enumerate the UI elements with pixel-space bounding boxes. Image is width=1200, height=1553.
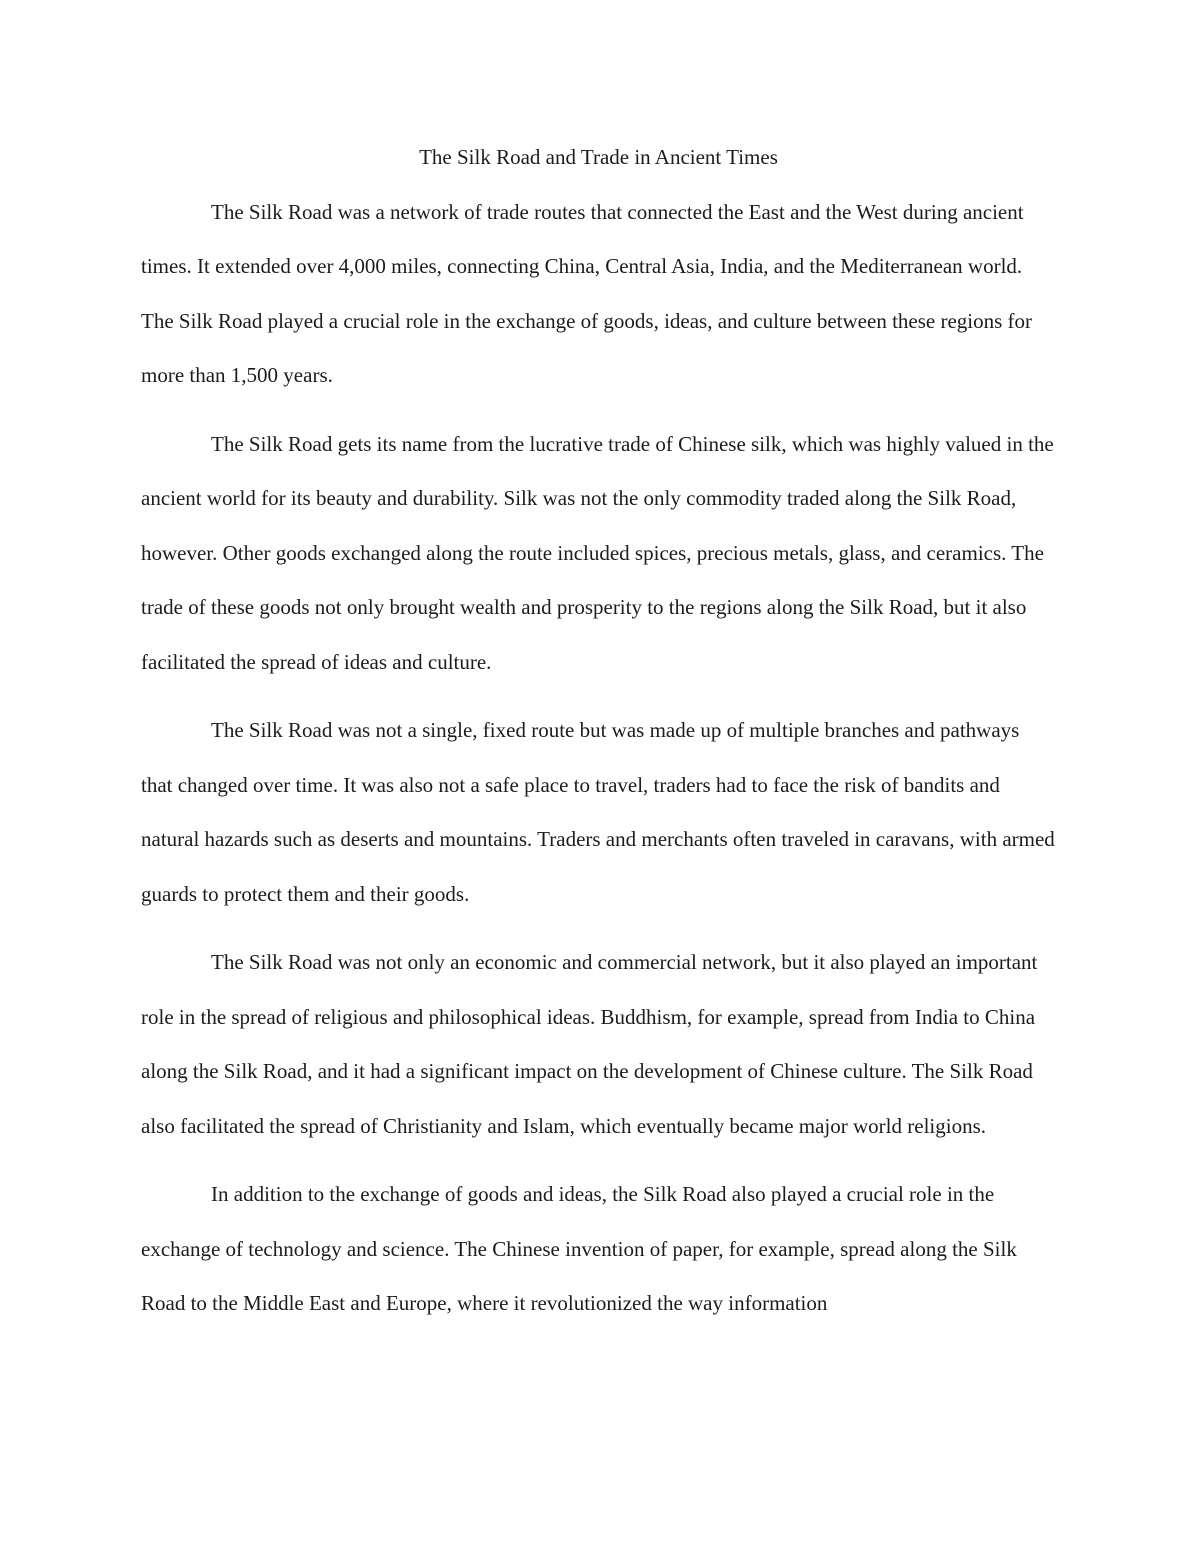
paragraph-routes: The Silk Road was not a single, fixed route but was made up of multiple branches and pathways that changed over time. It was also not a safe place to travel, traders had to face the risk of bandits and natural hazards such as deserts and mountains. Traders and merchants often traveled in caravans, with armed guards to protect them and their goods. [141,718,1055,906]
paragraph-technology: In addition to the exchange of goods and ideas, the Silk Road also played a crucial role in the exchange of technology and science. The Chinese invention of paper, for example, spread along the Silk Road to the Middle East and Europe, where it revolutionized the way information [141,1182,1017,1315]
document-title: The Silk Road and Trade in Ancient Times [419,145,778,169]
document-body [141,130,1056,1345]
paragraph-religion: The Silk Road was not only an economic and commercial network, but it also played an important role in the spread of religious and philosophical ideas. Buddhism, for example, spread from India to China along the Silk Road, and it had a significant impact on the development of Chinese culture. The Silk Road also facilitated the spread of Christianity and Islam, which eventually became major world religions. [141,950,1038,1138]
paragraph-intro: The Silk Road was a network of trade routes that connected the East and the West during ancient times. It extended over 4,000 miles, connecting China, Central Asia, India, and the Mediterranean world. The Silk Road played a crucial role in the exchange of goods, ideas, and culture between these regions for more than 1,500 years. [141,199,1033,387]
paragraph-silk-trade: The Silk Road gets its name from the lucrative trade of Chinese silk, which was highly valued in the ancient world for its beauty and durability. Silk was not the only commodity traded along the Silk Road, however. Other goods exchanged along the route included spices, precious metals, glass, and ceramics. The trade of these goods not only brought wealth and prosperity to the regions along the Silk Road, but it also facilitated the spread of ideas and culture. [141,431,1054,674]
